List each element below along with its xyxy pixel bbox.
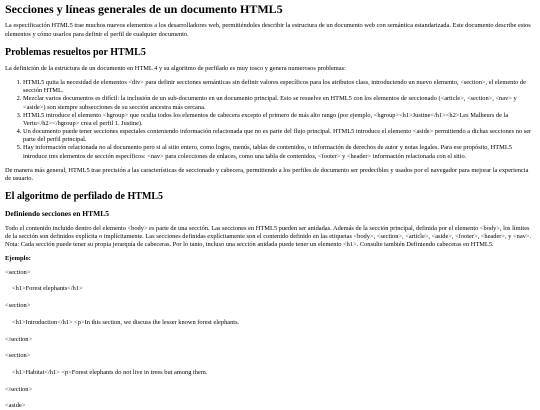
code-line: <section> bbox=[5, 352, 31, 360]
list-item: 3. HTML5 introduce el elemento <hgroup> que oculta todos los elementos de cabecera excepto el primero de más alto rango (por ejemplo, <hgroup><h1>Justine</h1><h2>Les Malheurs de la Vertu</h2></hgroup> crea el perfil 1. Justine). bbox=[23, 112, 535, 128]
section-heading-algorithm: El algoritmo de perfilado de HTML5 bbox=[5, 191, 164, 203]
list-item: 1. HTML5 quita la necesidad de elementos <div> para definir secciones semánticas sin definir valores específicos para los atributos class, introduciendo un nuevo elemento, <section>, el elemento de sección HTML. bbox=[23, 79, 535, 95]
code-line: <aside> bbox=[5, 402, 26, 410]
code-line: <h1>Introduction</h1> <p>In this section, we discuss the lesser known forest elephants. bbox=[12, 318, 240, 326]
problems-list bbox=[5, 79, 535, 161]
page-title: Secciones y líneas generales de un documento HTML5 bbox=[5, 2, 283, 16]
algorithm-body: Todo el contenido incluido dentro del elemento <body> es parte de una sección. Las secciones en HTML5 pueden ser anidadas. Además de la sección principal, definida por el elemento <body>, los límites de la sección son definidos explícita o implícitamente. Las secciones definidas explícitamente son el contenido definido en las etiquetas <body>, <section>, <article>, <aside>, <footer>, <header>, y <nav>. Nota: Cada sección puede tener su propia jerarquía de cabeceras. Por lo tanto, incluso una sección anidada puede tener un elemento <h1>. Consulte también Definiendo cabeceras en HTML5. bbox=[5, 224, 532, 249]
problems-lead: La definición de la estructura de un documento en HTML 4 y su algoritmo de perfilado es muy tosco y genera numerosos problemas: bbox=[5, 64, 346, 72]
code-line: <h1>Habitat</h1> <p>Forest elephants do not live in trees but among them. bbox=[12, 368, 208, 376]
intro-paragraph: La especificación HTML5 trae muchos nuevos elementos a los desarrolladores web, permitiéndoles describir la estructura de un documento web con semántica estandarizada. Este documento describe estos elementos y cómo usarlos para definir el perfil de cualquier documento. bbox=[5, 22, 531, 38]
list-item: 5. Hay información relacionada no al documento pero si al sitio entero, como logos, menús, tablas de contenidos, o información de derechos de autor y notas legales. Para ese propósito, HTML5 introduce tres elementos de sección específicos: <nav> para colecciones de enlaces, como una tabla de contenidos, <footer> y <header> información relacionada con el sitio. bbox=[23, 144, 535, 160]
list-item: 4. Un documento puede tener secciones especiales conteniendo información relacionada que no es parte del flujo principal. HTML5 introduce el elemento <aside> permitiendo a dichas secciones no ser parte del perfil principal. bbox=[23, 128, 535, 144]
example-label: Ejemplo: bbox=[5, 255, 32, 263]
section-heading-problems: Problemas resueltos por HTML5 bbox=[5, 46, 146, 58]
code-line: <h1>Forest elephants</h1> bbox=[12, 285, 83, 293]
problems-closing: De manera más general, HTML5 trae precisión a las características de seccionado y cabecera, permitiendo a los perfiles de documento ser predecibles y usados por el navegador para mejorar la experiencia de usuario. bbox=[5, 166, 529, 183]
code-example bbox=[5, 269, 535, 410]
code-line: <section> bbox=[5, 268, 31, 276]
subheading-defining-sections: Definiendo secciones en HTML5 bbox=[5, 209, 109, 219]
code-line: </section> bbox=[5, 335, 33, 343]
code-line: <section> bbox=[5, 302, 31, 310]
list-item: 2. Mezclar varios documentos es difícil: la inclusión de un sub-documento en un documento principal. Esto se resuelve en HTML5 con los elementos de seccionado (<article>, <section>, <nav> y <aside>) son siempre subsecciones de su sección ancestra más cercana. bbox=[23, 95, 535, 111]
code-line: </section> bbox=[5, 385, 33, 393]
